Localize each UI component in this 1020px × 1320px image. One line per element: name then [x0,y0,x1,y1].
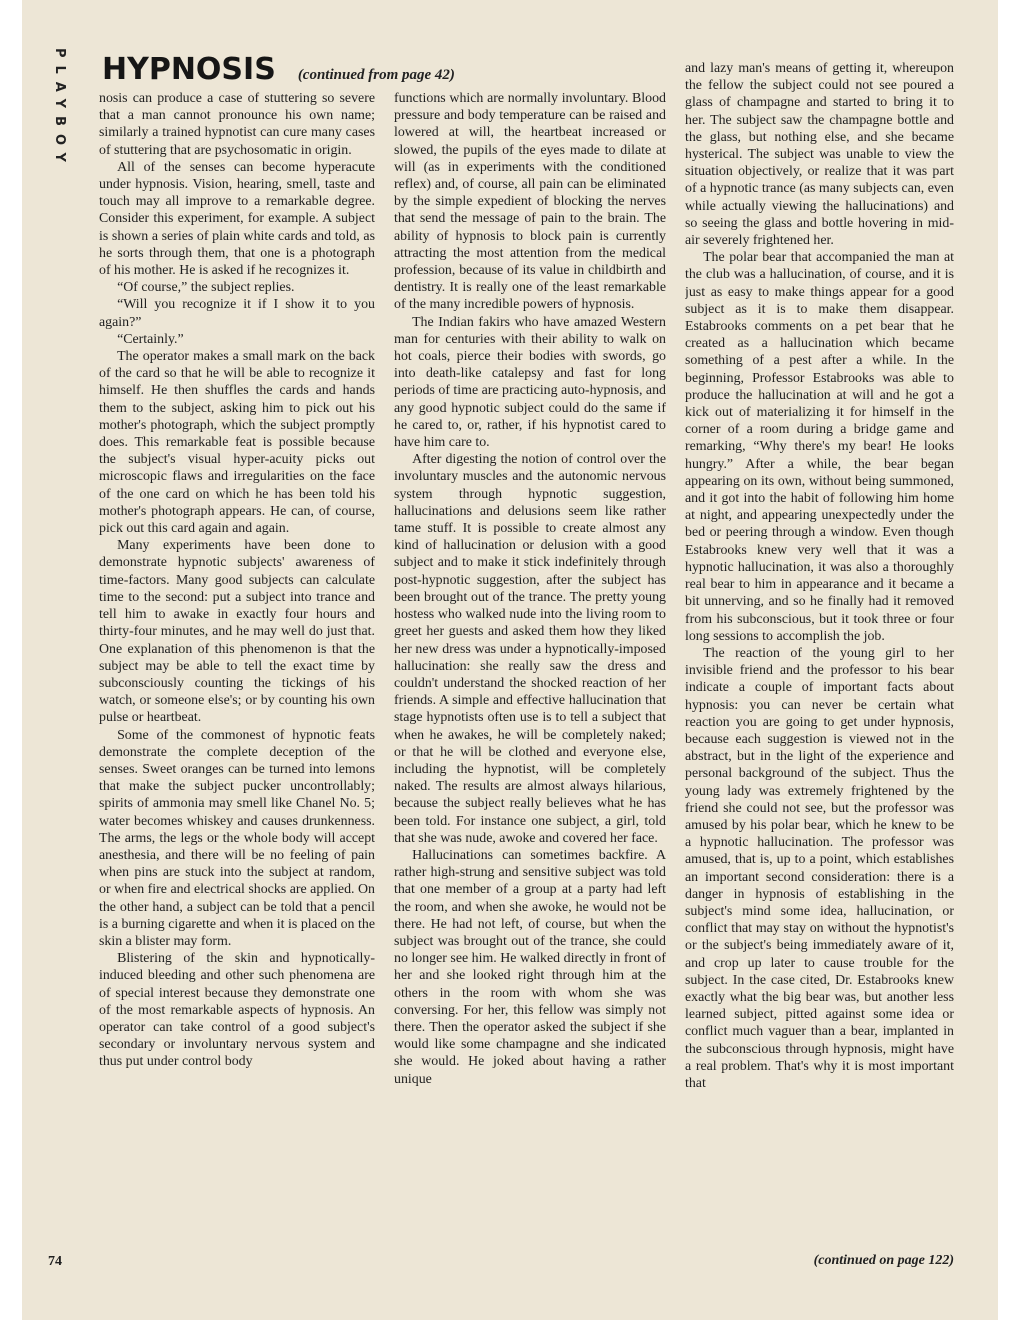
paragraph: Blistering of the skin and hypnotically-induced bleeding and other such phenomena are of special interest because they demonstrate one of the most remarkable aspects of hypnosis. An operator can take control of a good subject's secondary or involuntary nervous system and thus put under control body [99,951,375,1070]
paragraph: The operator makes a small mark on the back of the card so that he will be able to recognize it himself. He then shuffles the cards and hands them to the subject, asking him to pick out his mother's photograph, which the subject promptly does. This remarkable feat is possible because the subject's visual hyper-acuity picks out microscopic flaws and irregularities on the face of the one card on which he has been told his mother's photograph appears. He can, of course, pick out this card again and again. [99,349,375,537]
paragraph: “Certainly.” [117,331,184,347]
paragraph: The Indian fakirs who have amazed Western man for centuries with their ability to walk on hot coals, pierce their bodies with swords, go into death-like catalepsy and fast for long periods of time are practicing auto-hypnosis, and any good hypnotic subject could do the same if he cared to, or, rather, if his hypnotist cared to have him care to. [394,314,666,451]
paragraph: After digesting the notion of control over the involuntary muscles and the autonomic nervous system through hypnotic suggestion, hallucinations and delusions seem like rather tame stuff. It is possible to create almost any kind of hallucination or delusion with a good subject and to make it stick indefinitely through post-hypnotic suggestion, after the subject has been brought out of the trance. The pretty young hostess who walked nude into the living room to greet her guests and asked them how they liked her new dress was under a hypnotically-imposed hallucination: she really saw the dress and couldn't understand the shocked reaction of her friends. A simple and effective hallucination that stage hypnotists often use is to tell a subject that when he awakes, he will be completely naked; or that he will be clothed and everyone else, including the hypnotist, will be completely naked. The results are almost always hilarious, because the subject really believes what he has been told. For instance one subject, a girl, told that she was nude, awoke and covered her face. [394,452,666,846]
text-column-2 [394,90,666,1280]
article-title: HYPNOSIS [102,52,276,87]
article-header [102,52,455,87]
text-column-3 [685,60,954,1280]
paragraph: All of the senses can become hyperacute under hypnosis. Vision, hearing, smell, taste and touch may all improve to a remarkable degree. Consider this experiment, for example. A subject is shown a series of plain white cards and told, as he sorts through them, that one is a photograph of his mother. He is asked if he recognizes it. [99,159,375,279]
paragraph: Many experiments have been done to demonstrate hypnotic subjects' awareness of time-factors. Many good subjects can calculate time to the second: put a subject into trance and tell him to awake in exactly four hours and thirty-four minutes, and he may well do just that. One explanation of this phenomenon is that the subject may be able to tell the exact time by subconsciously counting the tickings of his watch, or someone else's; or by counting his own pulse or heartbeat. [99,538,375,726]
paragraph: and lazy man's means of getting it, whereupon the fellow the subject could not see poured a glass of champagne and started to bring it to her. The subject saw the champagne bottle and the glass, but nothing else, and she became hysterical. The subject was unable to view the situation objectively, or realize that it was part of a hypnotic trance (as many subjects can, even while actually viewing the hallucinations) and so seeing the glass and bottle hovering in mid-air severely frightened her. [685,61,954,249]
paragraph: Some of the commonest of hypnotic feats demonstrate the complete deception of the senses. Sweet oranges can be turned into lemons that make the subject pucker uncontrollably; spirits of ammonia may smell like Chanel No. 5; water becomes whiskey and causes drunkenness. The arms, the legs or the whole body will accept anesthesia, and there will be no feeling of pain when pins are stuck into the subject at random, or when fire and electrical shocks are applied. On the other hand, a subject can be told that a pencil is a burning cigarette and when it is placed on the skin a blister may form. [99,727,375,949]
paragraph: The polar bear that accompanied the man at the club was a hallucination, of course, and it is just as easy to make things appear for a good subject as it is to make them disappear. Estabrooks comments on a pet bear that he created as a hallucination which became something of a pest after a while. In the beginning, Professor Estabrooks was able to produce the hallucination at will and he got a kick out of materializing it for himself in the corner of a room during a bridge game and remarking, “Why there's my bear! He looks hungry.” After a while, the bear began appearing on its own, without being summoned, and it got into the habit of following him home at night, and appearing unexpectedly under the bed or peering through a window. Even though Estabrooks knew very well that it was a hypnotic hallucination, it was also a thoroughly real bear to him in appearance and it became a bit unnerving, and so he finally had it removed from his subconscious, but it took three or four long sessions to accomplish the job. [685,250,954,644]
paragraph: functions which are normally involuntary. Blood pressure and body temperature can be raised and lowered at will, the heartbeat increased or slowed, the pupils of the eyes made to dilate at will (as in experiments with the conditioned reflex) and, of course, all pain can be eliminated by the simple expedient of blocking the nerves that send the message of pain to the brain. The ability of hypnosis to block pain is currently attracting the most attention from the medical profession, because of its value in childbirth and dentistry. It is really one of the least remarkable of the many incredible powers of hypnosis. [394,91,666,313]
paragraph: The reaction of the young girl to her invisible friend and the professor to his bear indicate a couple of important facts about hypnosis: you can never be certain what reaction you are going to get under hypnosis, because each suggestion is viewed not in the abstract, but in the light of the experience and personal background of the subject. Thus the young lady was extremely frightened by the friend she could not see, but the professor was amused by his polar bear, which he knew to be a hypnotic hallucination. The professor was amused, that is, up to a point, which establishes an important second consideration: there is a danger in hypnosis of establishing in the subject's mind some idea, hallucination, or conflict that may stay on without the hypnotist's or the subject's being immediately aware of it, and crop up later to cause trouble for the subject. In the case cited, Dr. Estabrooks knew exactly what the big bear was, but another less learned subject, pitted against some idea or conflict much vaguer than a bear, implanted in the subconscious through hypnosis, might have a real problem. That's why it is most important that [685,645,954,1091]
continued-from-note: (continued from page 42) [297,67,455,83]
paragraph: “Will you recognize it if I show it to you again?” [99,297,375,330]
magazine-name: PLAYBOY [52,48,67,170]
page-number: 74 [48,1254,62,1269]
paragraph: Hallucinations can sometimes backfire. A rather high-strung and sensitive subject was told that one member of a group at a party had left the room, and when she awoke, he would not be there. He had not left, of course, but when the subject was brought out of the trance, she could no longer see him. He walked directly in front of her and she looked right through him at the others in the room with whom she was conversing. For her, this fellow was simply not there. Then the operator asked the subject if she would like some champagne and she indicated she would. He joked about having a rather unique [394,847,666,1087]
continued-on-note: (continued on page 122) [813,1253,954,1268]
paragraph: “Of course,” the subject replies. [117,280,295,296]
magazine-page [22,0,998,1320]
text-column-1 [99,90,375,1280]
paragraph: nosis can produce a case of stuttering so severe that a man cannot pronounce his own name; similarly a trained hypnotist can cure many cases of stuttering that are psychosomatic in origin. [99,91,375,158]
